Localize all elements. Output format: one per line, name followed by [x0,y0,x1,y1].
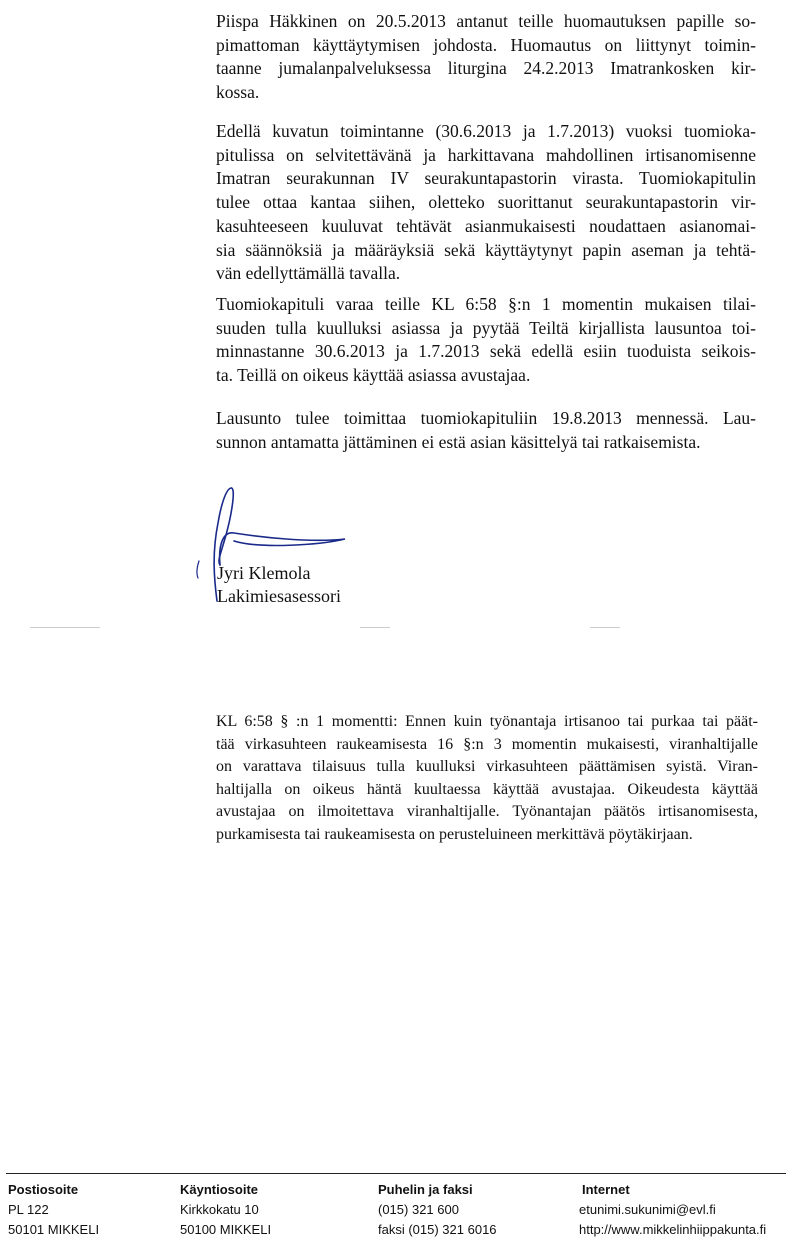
scan-artifact-line [30,627,100,628]
text-line: taanne jumalanpalveluksessa liturgina 24.2.2013 Imatrankosken kir- [216,58,756,79]
letter-paragraph-4 [216,407,756,454]
footer-visiting-address [180,1180,271,1240]
text-line: Piispa Häkkinen on 20.5.2013 antanut teille huomautuksen papille so- [216,11,756,31]
footer-postal-address [8,1180,99,1240]
legal-footnote [216,711,758,847]
text-line: KL 6:58 § :n 1 momentti: Ennen kuin työnantaja irtisanoo tai purkaa tai päät- [216,713,758,730]
signer-title: Lakimiesasessori [217,586,341,606]
footer-value: 50101 MIKKELI [8,1222,100,1237]
footer-value: PL 122 [8,1202,49,1217]
text-line: suuden tulla kuulluksi asiassa ja pyytää Teiltä kirjallista lausuntoa toi- [216,317,756,338]
footer-heading: Postiosoite [8,1182,79,1197]
text-line: tulee ottaa kantaa siihen, oletteko suorittanut seurakuntapastorin vir- [216,192,756,213]
text-line: Imatran seurakunnan IV seurakuntapastorin virasta. Tuomiokapitulin [216,168,756,189]
footer-value: 50100 MIKKELI [180,1222,272,1237]
letter-paragraph-3 [216,293,756,388]
text-line: Lausunto tulee toimittaa tuomiokapituliin 19.8.2013 mennessä. Lau- [216,408,756,428]
scan-artifact-line [590,627,620,628]
text-line: haltijalla on oikeus häntä kuultaessa käyttää avustajaa. Oikeudesta käyttää [216,780,758,798]
footer-heading: Käyntiosoite [180,1182,259,1197]
text-line: vän edellyttämällä tavalla. [216,263,401,284]
text-line: on varattava tilaisuus tulla kuulluksi virkasuhteen päättämisen syistä. Viran- [216,758,758,776]
footer-phone-fax [378,1180,497,1240]
signer-name: Jyri Klemola [217,563,311,583]
letter-paragraph-2 [216,120,756,286]
text-line: minnastanne 30.6.2013 ja 1.7.2013 sekä edellä esiin tuoduista seikois- [216,341,756,362]
text-line: Edellä kuvatun toimintanne (30.6.2013 ja 1.7.2013) vuoksi tuomioka- [216,121,756,141]
letter-paragraph-1 [216,10,756,105]
text-line: pitulissa on selvitettävänä ja harkittavana mahdollinen irtisanomisenne [216,144,756,165]
text-line: kossa. [216,82,260,103]
footer-value: Kirkkokatu 10 [180,1202,259,1217]
footer-heading: Internet [582,1182,630,1197]
footer-email: etunimi.sukunimi@evl.fi [579,1202,716,1217]
footer-value: faksi (015) 321 6016 [378,1222,497,1237]
text-line: sunnon antamatta jättäminen ei estä asian käsittelyä tai ratkaisemista. [216,431,701,452]
footer-heading: Puhelin ja faksi [378,1182,473,1197]
footer-divider [6,1173,786,1174]
text-line: avustajaa on ilmoitettava viranhaltijalle. Työnantajan päätös irtisanomisesta, [216,803,758,821]
text-line: sia säännöksiä ja määräyksiä sekä käyttäytynyt papin aseman ja tehtä- [216,239,756,260]
text-line: pimattoman käyttäytymisen johdosta. Huomautus on liittynyt toimin- [216,34,756,55]
text-line: kasuhteeseen kuuluvat tehtävät asianmukaisesti noudattaen asianomai- [216,215,756,236]
footer-website: http://www.mikkelinhiippakunta.fi [579,1222,767,1237]
footer-value: (015) 321 600 [378,1202,459,1217]
scan-artifact-line [360,627,390,628]
text-line: Tuomiokapituli varaa teille KL 6:58 §:n 1 momentin mukaisen tilai- [216,294,756,314]
text-line: ta. Teillä on oikeus käyttää asiassa avustajaa. [216,365,531,386]
text-line: purkamisesta tai raukeamisesta on perusteluineen merkittävä pöytäkirjaan. [216,825,693,843]
text-line: tää virkasuhteen raukeamisesta 16 §:n 3 momentin mukaisesti, viranhaltijalle [216,735,758,753]
footer-internet [579,1180,766,1240]
